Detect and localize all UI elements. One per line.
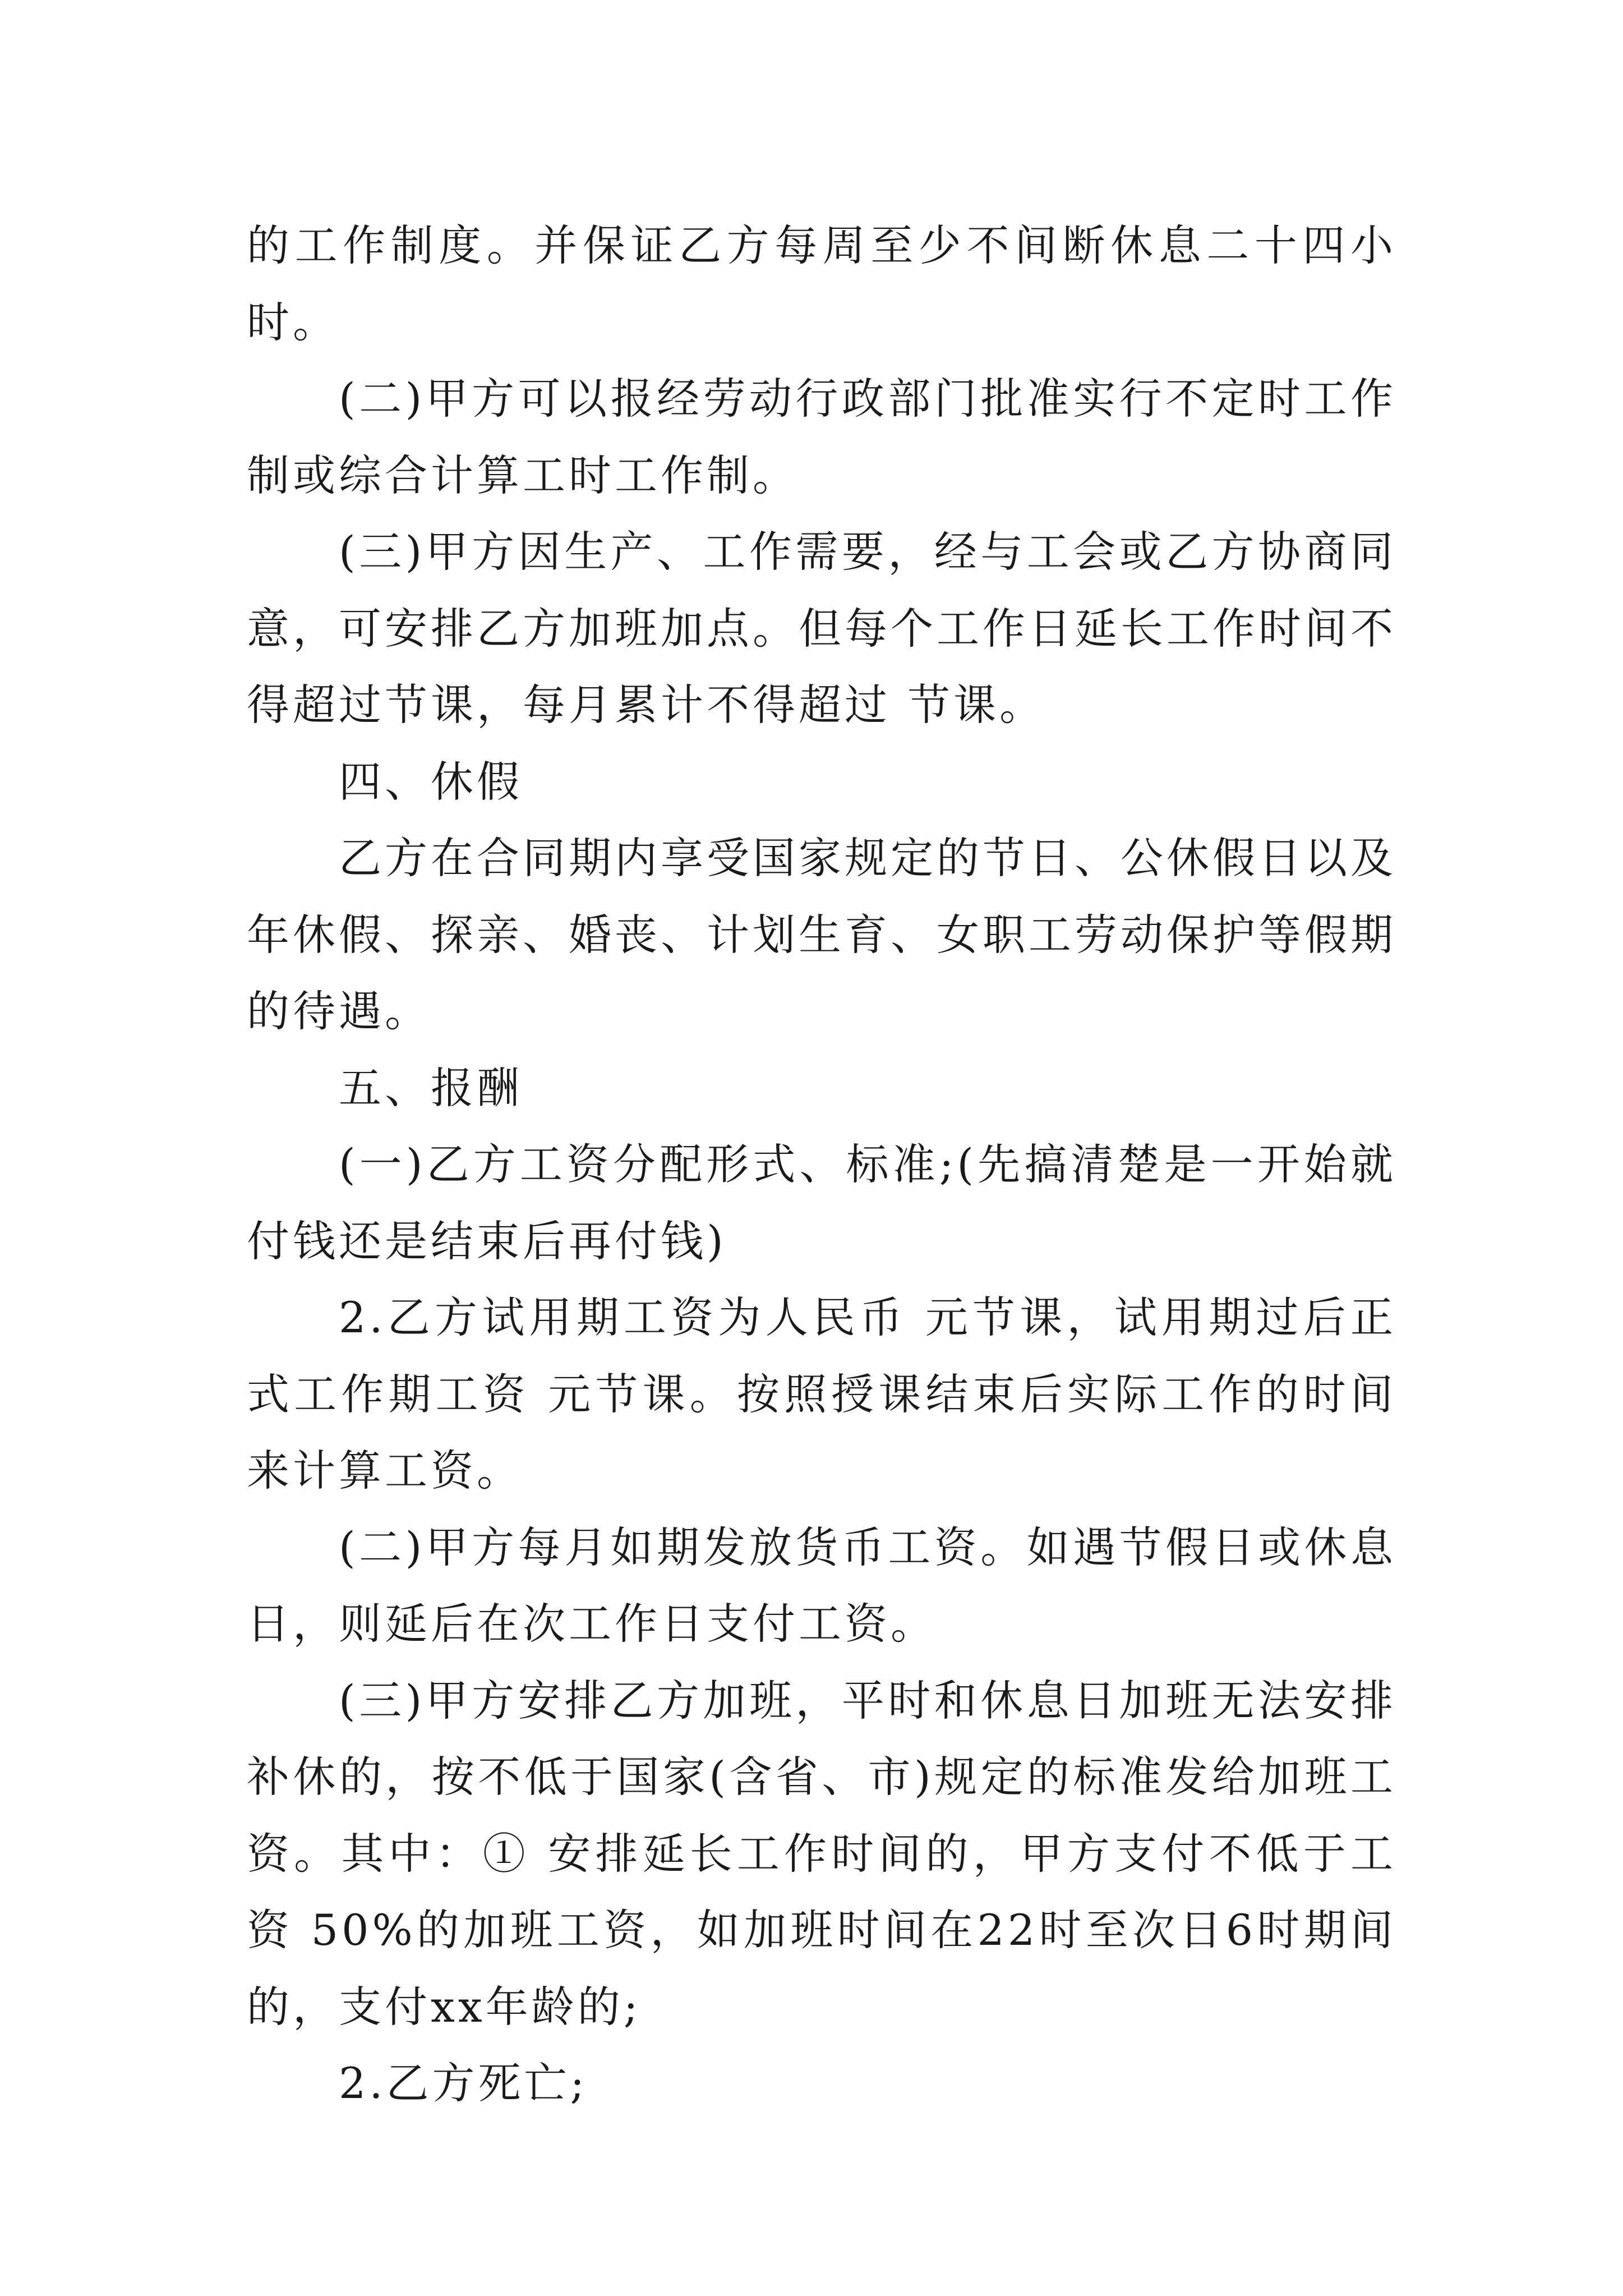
paragraph-overtime-pay: (三)甲方安排乙方加班，平时和休息日加班无法安排补休的，按不低于国家(含省、市)规定的标准发给加班工资。其中：① 安排延长工作时间的，甲方支付不低于工资 50%的加班工资，如加班时间在22时至次日6时期间的，支付xx年龄的; xyxy=(247,1675,1396,2032)
paragraph-death-clause: 2.乙方死亡; xyxy=(339,2058,588,2108)
paragraph-overtime-arrangement: (三)甲方因生产、工作需要，经与工会或乙方协商同意，可安排乙方加班加点。但每个工作日延长工作时间不得超过节课，每月累计不得超过 节课。 xyxy=(247,527,1396,730)
document-body xyxy=(247,208,1396,2122)
paragraph-work-system-end: 的工作制度。并保证乙方每周至少不间断休息二十四小时。 xyxy=(247,220,1396,347)
paragraph-monthly-payment: (二)甲方每月如期发放货币工资。如遇节假日或休息日，则延后在次工作日支付工资。 xyxy=(247,1522,1396,1649)
paragraph-vacation-benefits: 乙方在合同期内享受国家规定的节日、公休假日以及年休假、探亲、婚丧、计划生育、女职工劳动保护等假期的待遇。 xyxy=(247,833,1396,1036)
section-heading-remuneration: 五、报酬 xyxy=(339,1062,523,1113)
paragraph-flexible-hours: (二)甲方可以报经劳动行政部门批准实行不定时工作制或综合计算工时工作制。 xyxy=(247,374,1396,500)
paragraph-probation-wage: 2.乙方试用期工资为人民币 元节课，试用期过后正式工作期工资 元节课。按照授课结束后实际工作的时间来计算工资。 xyxy=(247,1292,1396,1496)
section-heading-vacation: 四、休假 xyxy=(339,756,523,807)
paragraph-wage-form: (一)乙方工资分配形式、标准;(先搞清楚是一开始就付钱还是结束后再付钱) xyxy=(247,1139,1396,1266)
